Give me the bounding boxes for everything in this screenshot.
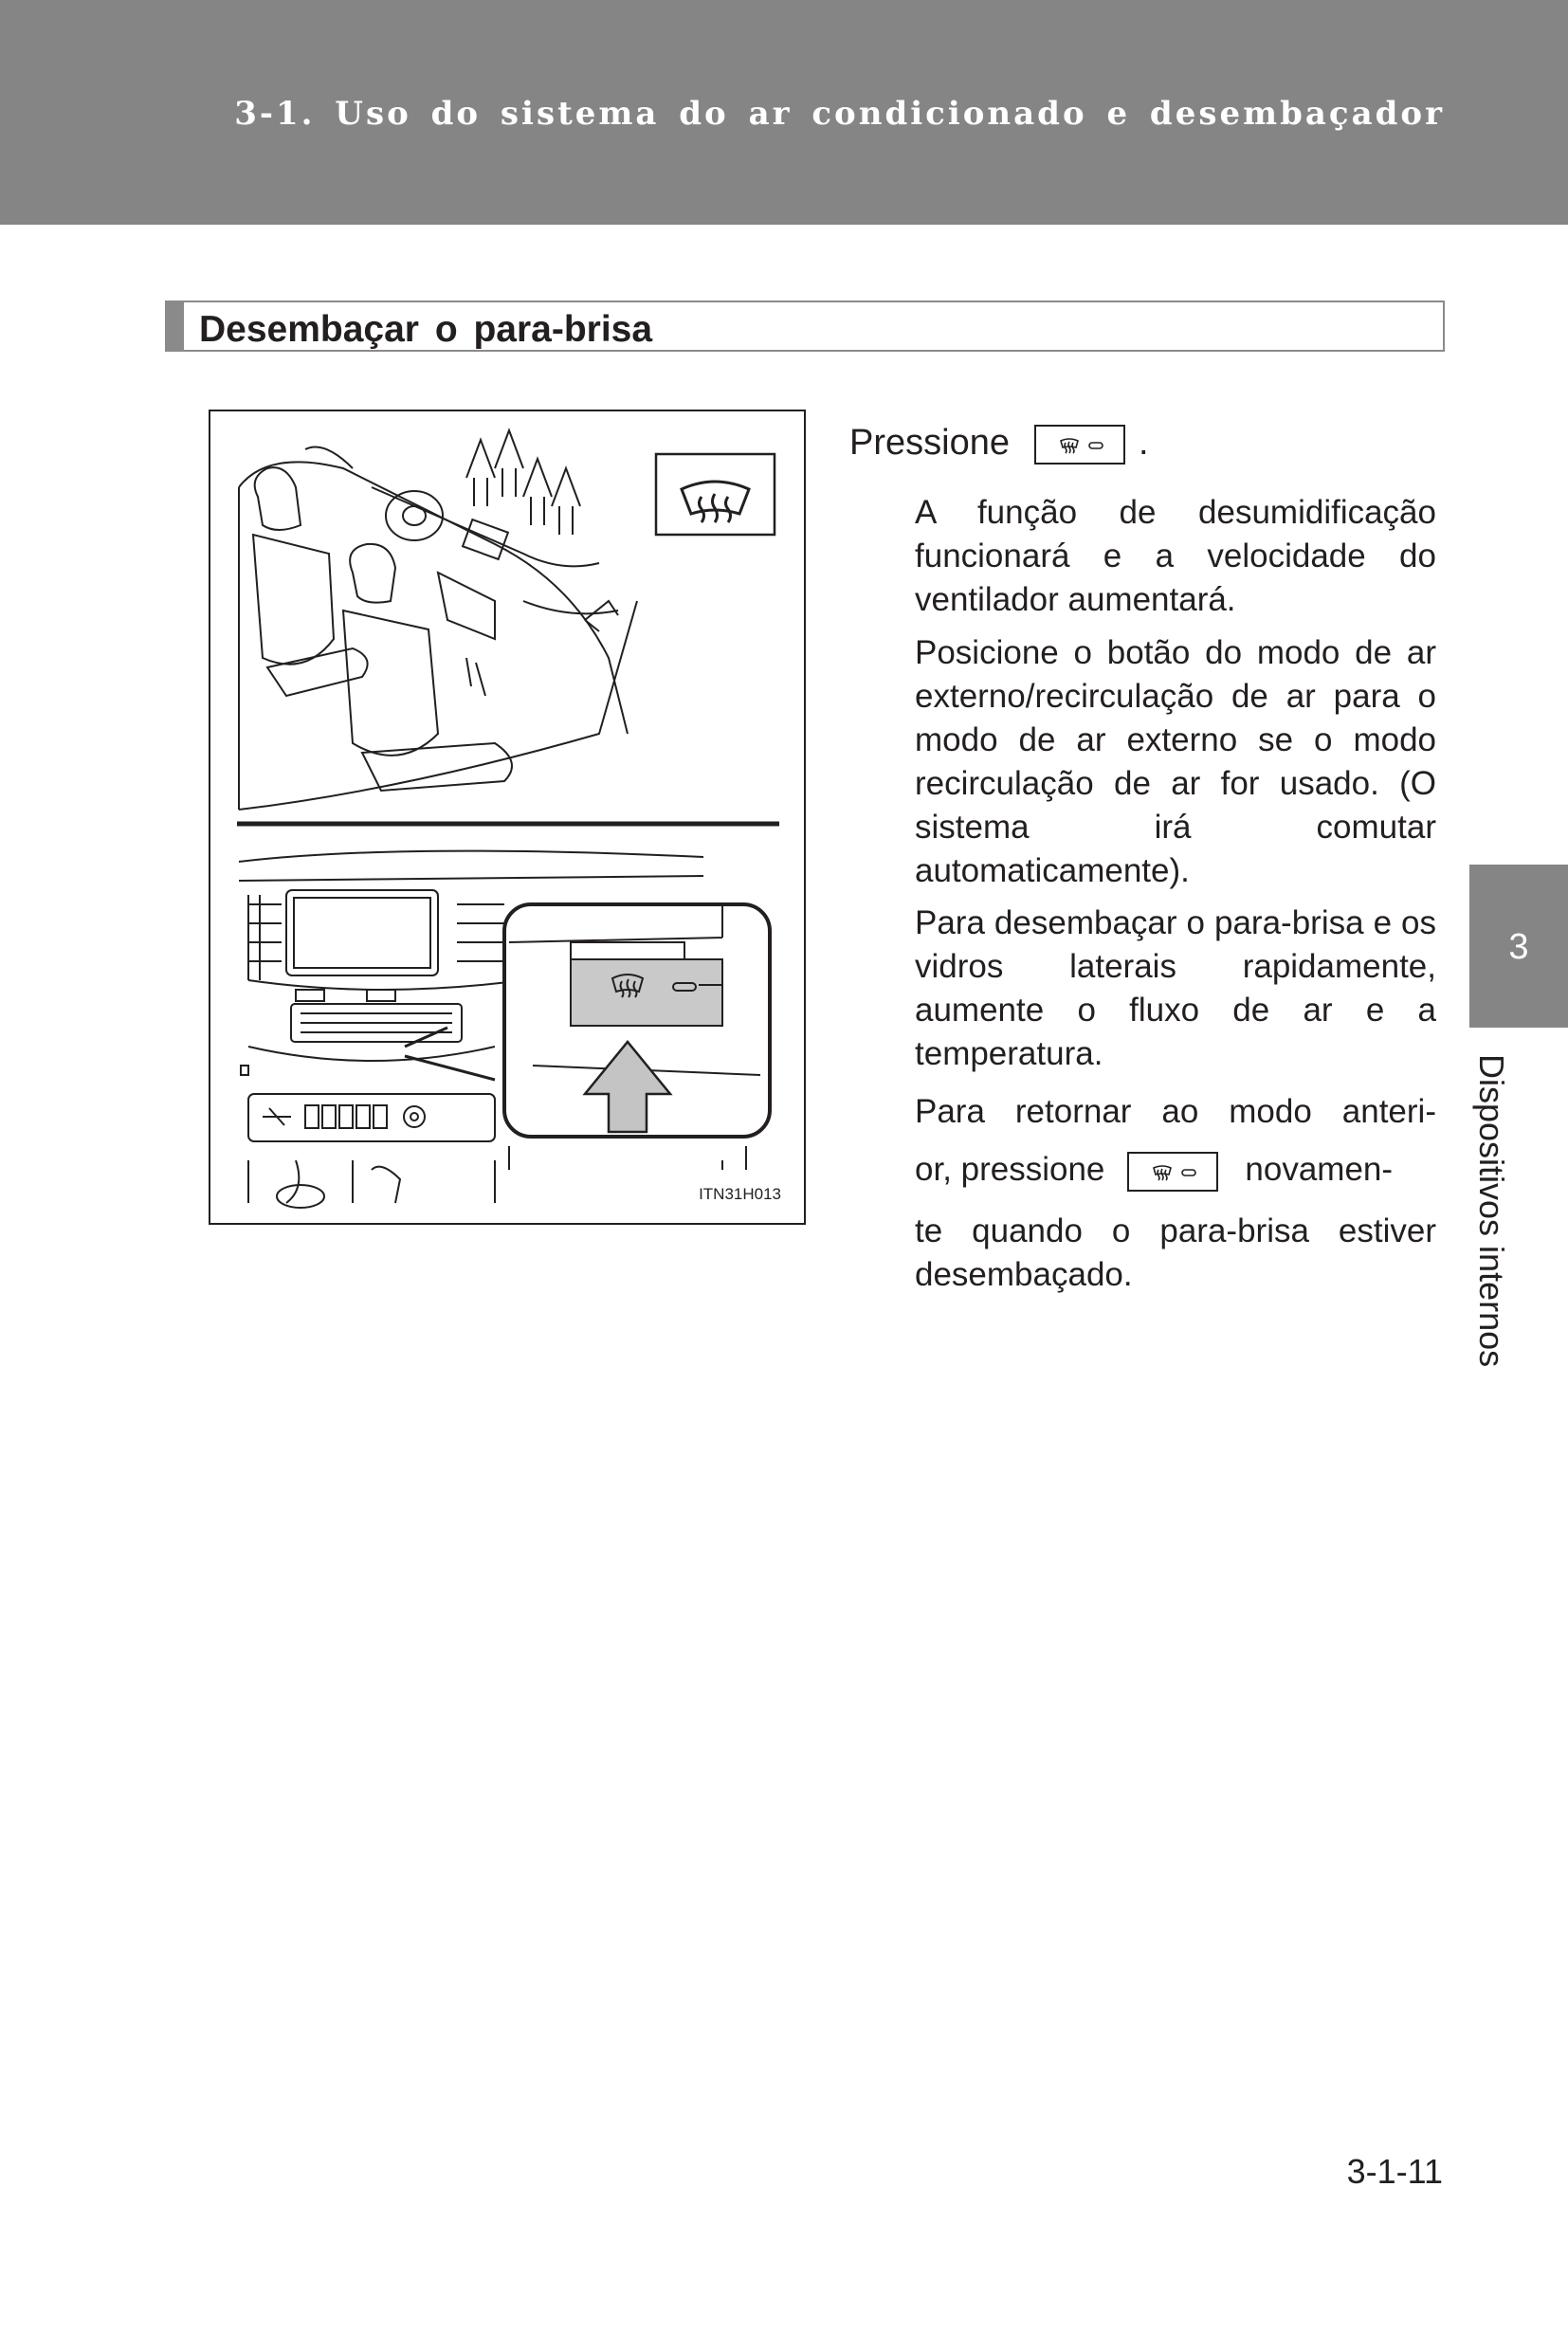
heading-accent-bar (167, 302, 184, 350)
return-after-button: novamen- (1245, 1151, 1394, 1188)
press-instruction (849, 423, 1149, 465)
paragraph-air-mode: Posicione o botão do modo de ar externo/recirculação de ar para o modo de ar externo se o modo recirculação de ar for usado. (O sistema irá comutar automaticamente). (915, 634, 1436, 889)
section-heading (165, 301, 1445, 352)
press-end: . (1138, 423, 1149, 463)
illustration-figure (209, 410, 806, 1225)
chapter-tab-label (1471, 1054, 1519, 1395)
figure-code: ITN31H013 (699, 1185, 781, 1203)
paragraph-return-line1: Para retornar ao modo anteri- (915, 1093, 1436, 1130)
chapter-number: 3 (1508, 927, 1529, 967)
windshield-defogger-icon (682, 482, 749, 522)
section-title: Desembaçar o para-brisa (199, 309, 653, 350)
paragraph-return-line2 (915, 1151, 1436, 1192)
return-before-button: or, pressione (915, 1151, 1105, 1188)
page-number: 3-1-11 (1346, 2152, 1443, 2191)
paragraph-quick-defog: Para desembaçar o para-brisa e os vidros laterais rapidamente, aumente o fluxo de ar e a temperatura. (915, 904, 1436, 1072)
defogger-button (1127, 1152, 1218, 1192)
press-label: Pressione (849, 423, 1010, 463)
car-interior-illustration (210, 411, 808, 1227)
header-band (0, 0, 1568, 225)
paragraph-dehumidify: A função de desumidificação funcionará e a velocidade do ventilador aumentará. (915, 494, 1436, 618)
chapter-title: 3-1. Uso do sistema do ar condicionado e desembaçador (234, 95, 1445, 133)
chapter-label-text: Dispositivos internos (1472, 1054, 1511, 1368)
chapter-tab (1469, 865, 1568, 1028)
paragraph-return-rest: te quando o para-brisa estiver desembaçado. (915, 1212, 1436, 1293)
defogger-button (1034, 425, 1125, 465)
